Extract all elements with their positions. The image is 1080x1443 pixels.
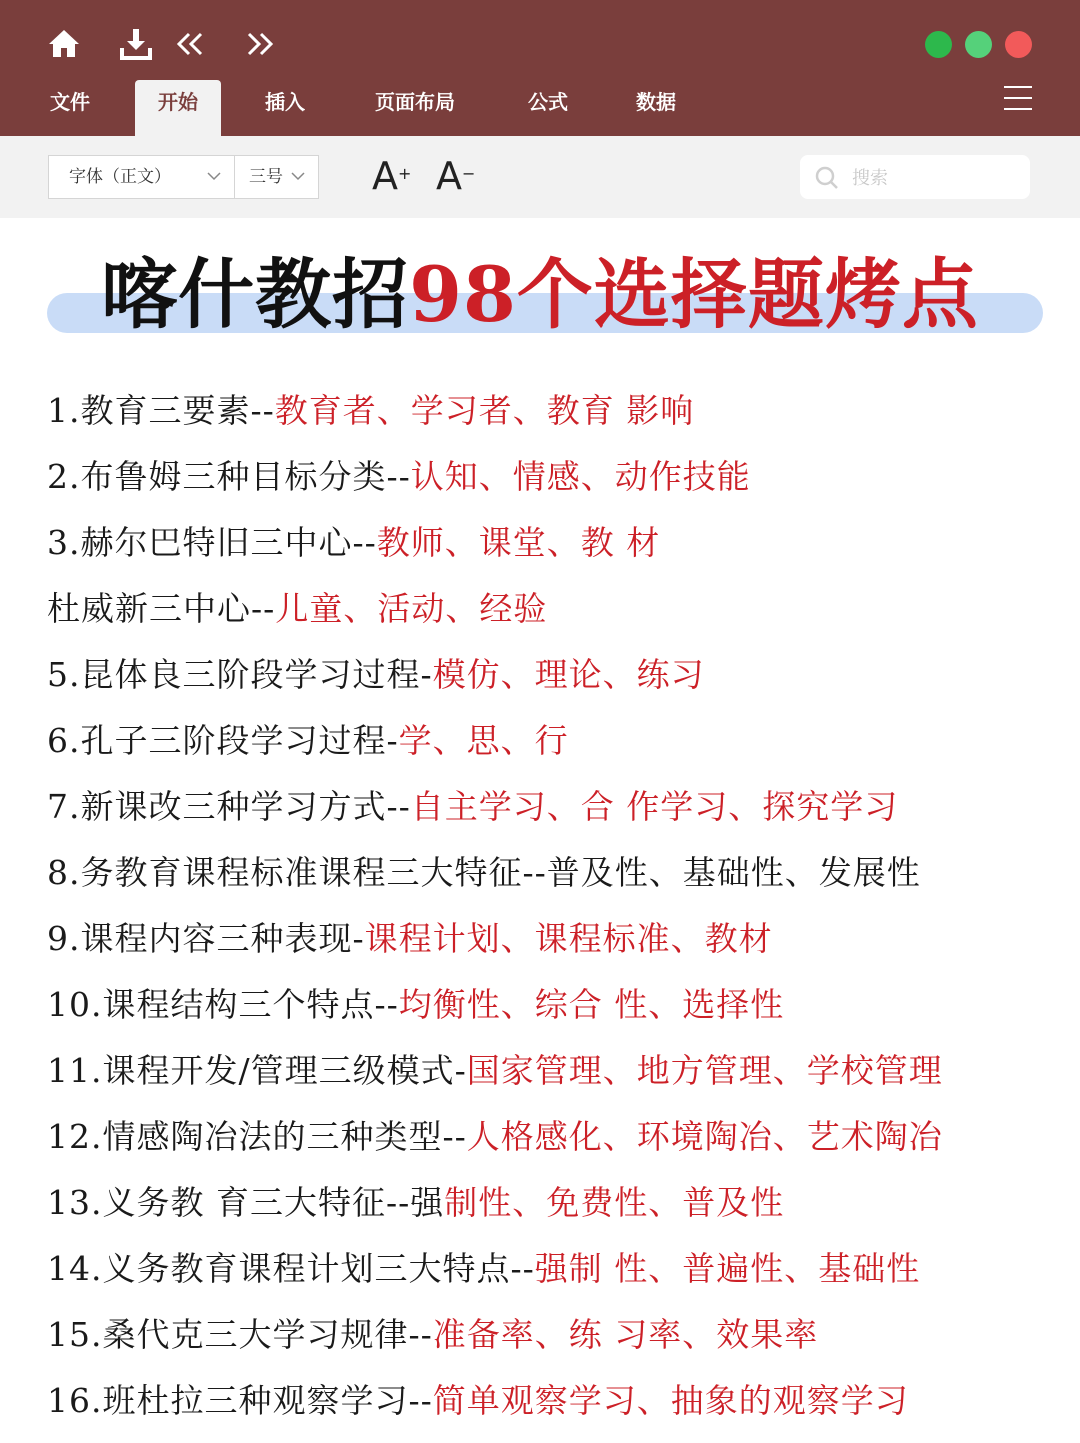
item-key: 16.班杜拉三种观察学习--	[47, 1381, 433, 1420]
item-key: 8.务教育课程标准课程三大特征--普及性、基础性、发展性	[47, 853, 921, 892]
item-value: 简单观察学习、抽象的观察学习	[432, 1381, 909, 1420]
list-item	[47, 906, 1047, 972]
search-input[interactable]	[850, 163, 1014, 193]
double-chevron-left-icon[interactable]	[172, 26, 208, 62]
font-size-value: 三号	[249, 167, 283, 187]
double-chevron-right-icon[interactable]	[242, 26, 278, 62]
item-key: 10.课程结构三个特点--	[47, 985, 399, 1024]
item-value: 课程计划、课程标准、教材	[364, 919, 773, 958]
item-key: 5.昆体良三阶段学习过程-	[47, 655, 433, 694]
item-value: 准备率、练 习率、效果率	[432, 1315, 819, 1354]
format-toolbar	[0, 136, 1080, 218]
item-value: 人格感化、环境陶冶、艺术陶冶	[466, 1117, 943, 1156]
item-key: 1.教育三要素--	[47, 391, 275, 430]
font-family-value: 字体（正文）	[69, 167, 171, 187]
list-item	[47, 378, 1047, 444]
item-value: 教育者、学习者、教育 影响	[274, 391, 695, 430]
item-value: 制性、免费性、普及性	[444, 1183, 785, 1222]
title-red-part: 98个选择题烤点	[409, 250, 979, 339]
item-key: 杜威新三中心--	[47, 589, 276, 628]
increase-font-label: A	[372, 154, 398, 198]
list-item	[47, 1236, 1047, 1302]
item-value: 学、思、行	[398, 721, 569, 760]
list-item	[47, 840, 1047, 906]
download-icon[interactable]	[118, 26, 154, 62]
chevron-down-icon	[290, 168, 306, 184]
window-dot-lightgreen[interactable]	[965, 31, 992, 58]
item-key: 12.情感陶冶法的三种类型--	[47, 1117, 467, 1156]
list-item	[47, 1104, 1047, 1170]
font-family-select[interactable]	[48, 155, 235, 199]
decrease-font-button[interactable]: A−	[436, 154, 476, 198]
item-value: 强制 性、普遍性、基础性	[534, 1249, 921, 1288]
list-item	[47, 576, 1047, 642]
window-dot-green[interactable]	[925, 31, 952, 58]
list-item	[47, 972, 1047, 1038]
item-key: 3.赫尔巴特旧三中心--	[47, 523, 377, 562]
item-value: 认知、情感、动作技能	[410, 457, 751, 496]
list-item	[47, 774, 1047, 840]
question-list	[47, 378, 1047, 1434]
page-title	[0, 250, 1080, 340]
list-item	[47, 1368, 1047, 1434]
tab-insert[interactable]: 插入	[265, 90, 305, 114]
home-icon[interactable]	[46, 26, 82, 62]
item-value: 自主学习、合 作学习、探究学习	[410, 787, 899, 826]
tab-formula[interactable]: 公式	[528, 90, 568, 114]
item-key: 7.新课改三种学习方式--	[47, 787, 411, 826]
item-key: 2.布鲁姆三种目标分类--	[47, 457, 411, 496]
item-value: 均衡性、综合 性、选择性	[398, 985, 785, 1024]
search-box[interactable]	[800, 155, 1030, 199]
list-item	[47, 444, 1047, 510]
tab-page-layout[interactable]: 页面布局	[375, 90, 455, 114]
list-item	[47, 1170, 1047, 1236]
search-icon	[814, 165, 840, 191]
item-key: 9.课程内容三种表现-	[47, 919, 365, 958]
list-item	[47, 642, 1047, 708]
item-key: 15.桑代克三大学习规律--	[47, 1315, 433, 1354]
item-key: 13.义务教 育三大特征--强	[47, 1183, 445, 1222]
item-value: 模仿、理论、练习	[432, 655, 705, 694]
list-item	[47, 1302, 1047, 1368]
item-value: 儿童、活动、经验	[275, 589, 548, 628]
tab-home[interactable]: 开始	[135, 80, 221, 136]
title-black-part: 喀什教招	[101, 250, 410, 339]
item-key: 11.课程开发/管理三级模式-	[47, 1051, 467, 1090]
item-value: 教师、课堂、教 材	[376, 523, 661, 562]
item-key: 14.义务教育课程计划三大特点--	[47, 1249, 535, 1288]
font-size-select[interactable]	[234, 155, 319, 199]
list-item	[47, 708, 1047, 774]
tab-data[interactable]: 数据	[636, 90, 676, 114]
list-item	[47, 510, 1047, 576]
list-item	[47, 1038, 1047, 1104]
item-value: 国家管理、地方管理、学校管理	[466, 1051, 943, 1090]
chevron-down-icon	[206, 168, 222, 184]
decrease-font-label: A	[436, 154, 462, 198]
window-dot-red[interactable]	[1005, 31, 1032, 58]
ribbon-header	[0, 0, 1080, 136]
increase-font-button[interactable]: A+	[372, 154, 412, 198]
hamburger-menu-icon[interactable]	[1004, 86, 1032, 112]
tab-file[interactable]: 文件	[50, 90, 90, 114]
item-key: 6.孔子三阶段学习过程-	[47, 721, 399, 760]
